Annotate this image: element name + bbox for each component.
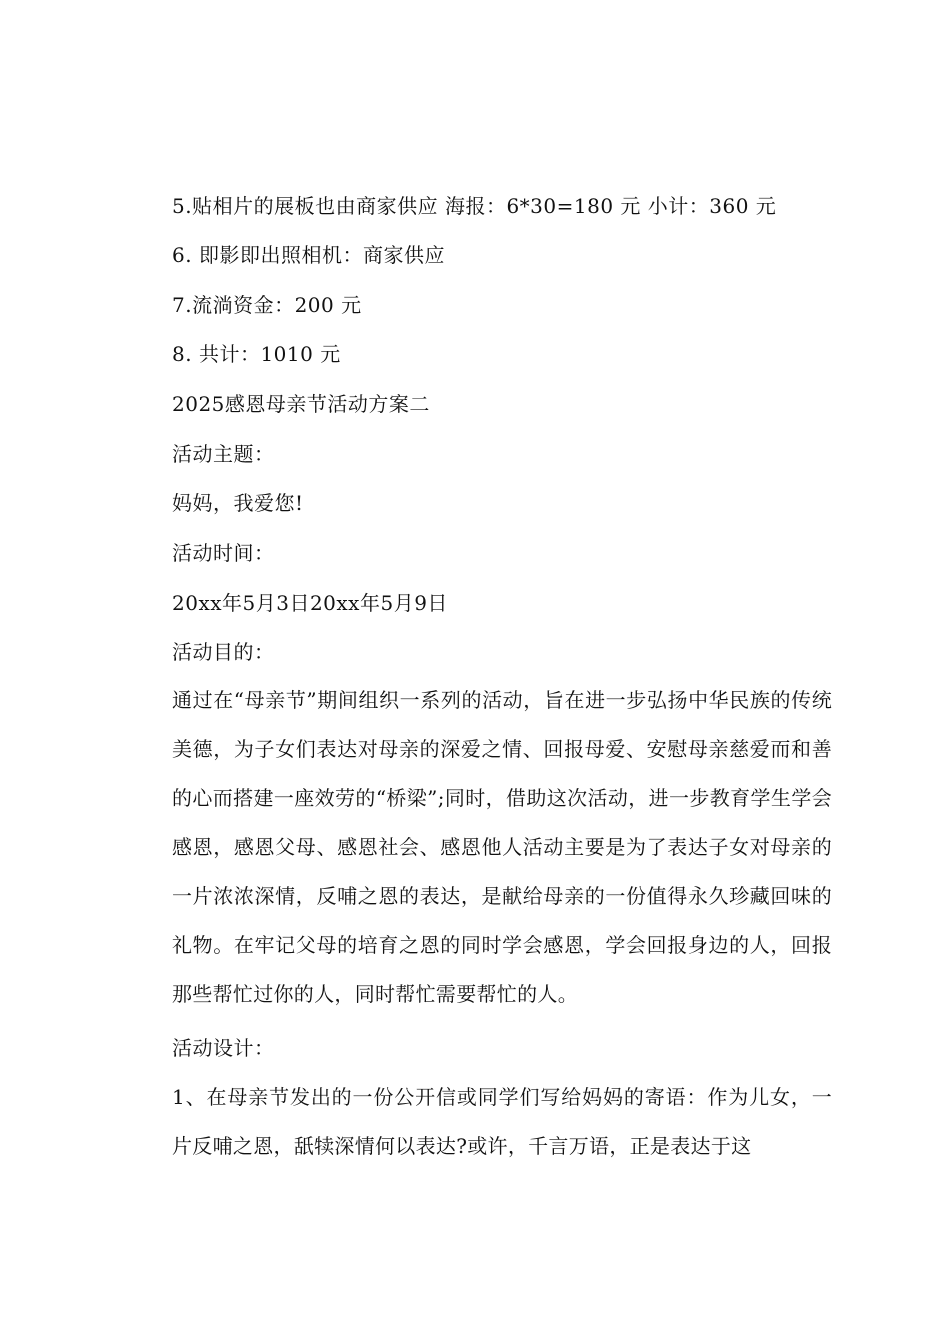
time-text: 20xx年5月3日20xx年5月9日 [172, 591, 448, 615]
design-heading: 活动设计： [172, 1036, 275, 1060]
budget-item-6: 6. 即影即出照相机：商家供应 [172, 243, 445, 267]
plan-title: 2025感恩母亲节活动方案二 [172, 392, 430, 416]
design-paragraph: 1、在母亲节发出的一份公开信或同学们写给妈妈的寄语：作为儿女，一片反哺之恩，舐犊深情何以表达?或许，千言万语，正是表达于这 [172, 1085, 832, 1158]
budget-item-8: 8. 共计：1010 元 [172, 342, 341, 366]
theme-text: 妈妈，我爱您! [172, 491, 304, 515]
theme-heading: 活动主题： [172, 442, 275, 466]
purpose-paragraph: 通过在“母亲节”期间组织一系列的活动，旨在进一步弘扬中华民族的传统美德，为子女们表达对母亲的深爱之情、回报母爱、安慰母亲慈爱而和善的心而搭建一座效劳的“桥梁”;同时，借助这次活动，进一步教育学生学会感恩，感恩父母、感恩社会、感恩他人活动主要是为了表达子女对母亲的一片浓浓深情，反哺之恩的表达，是献给母亲的一份值得永久珍藏回味的礼物。在牢记父母的培育之恩的同时学会感恩，学会回报身边的人，回报那些帮忙过你的人，同时帮忙需要帮忙的人。 [172, 688, 832, 1006]
time-heading: 活动时间： [172, 541, 275, 565]
budget-item-5: 5.贴相片的展板也由商家供应 海报：6*30=180 元 小计：360 元 [172, 194, 777, 218]
purpose-heading: 活动目的： [172, 640, 275, 664]
budget-item-7: 7.流淌资金：200 元 [172, 293, 362, 317]
